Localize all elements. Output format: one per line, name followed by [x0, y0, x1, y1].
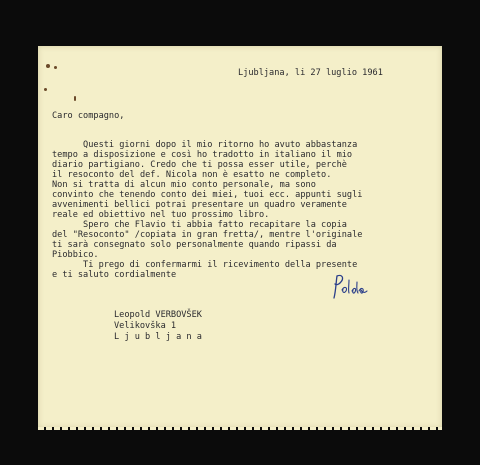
letter-body-line: Piobbico.: [52, 250, 99, 260]
sender-street: Velikovška 1: [114, 321, 177, 331]
letter-greeting: Caro compagno,: [52, 111, 125, 121]
letter-body-line: Spero che Flavio ti abbia fatto recapitare la copia: [52, 220, 347, 230]
punch-hole-mark: [44, 88, 47, 91]
letter-body-line: Non si tratta di alcun mio conto personale, ma sono: [52, 180, 316, 190]
sender-city: L j u b l j a n a: [114, 332, 202, 342]
punch-hole-mark: [54, 66, 57, 69]
punch-hole-mark: [46, 64, 50, 68]
letter-body-line: Questi giorni dopo il mio ritorno ho avuto abbastanza: [52, 140, 358, 150]
punch-hole-mark: [74, 96, 76, 101]
letter-body-line: reale ed obiettivo nel tuo prossimo libro.: [52, 210, 270, 220]
letter-sheet: [38, 46, 442, 428]
letter-body-line: convinto che tenendo conto dei miei, tuoi ecc. appunti sugli: [52, 190, 363, 200]
letter-body-line: del "Resoconto" /copiata in gran fretta/, mentre l'originale: [52, 230, 363, 240]
letter-body-line: Ti prego di confermarmi il ricevimento della presente: [52, 260, 358, 270]
letter-body-line: il resoconto del def. Nicola non è esatto ne completo.: [52, 170, 332, 180]
letter-body-line: e ti saluto cordialmente: [52, 270, 177, 280]
letter-body-line: avvenimenti bellici potrai presentare un quadro veramente: [52, 200, 347, 210]
letter-date: Ljubljana, li 27 luglio 1961: [238, 68, 383, 78]
letter-body-line: tempo a disposizione e così ho tradotto in italiano il mio: [52, 150, 353, 160]
sender-name: Leopold VERBOVŠEK: [114, 310, 202, 320]
letter-body-line: diario partigiano. Credo che ti possa esser utile, perchè: [52, 160, 347, 170]
letter-body-line: ti sarà consegnato solo personalmente quando ripassi da: [52, 240, 337, 250]
handwritten-signature: [330, 272, 370, 302]
